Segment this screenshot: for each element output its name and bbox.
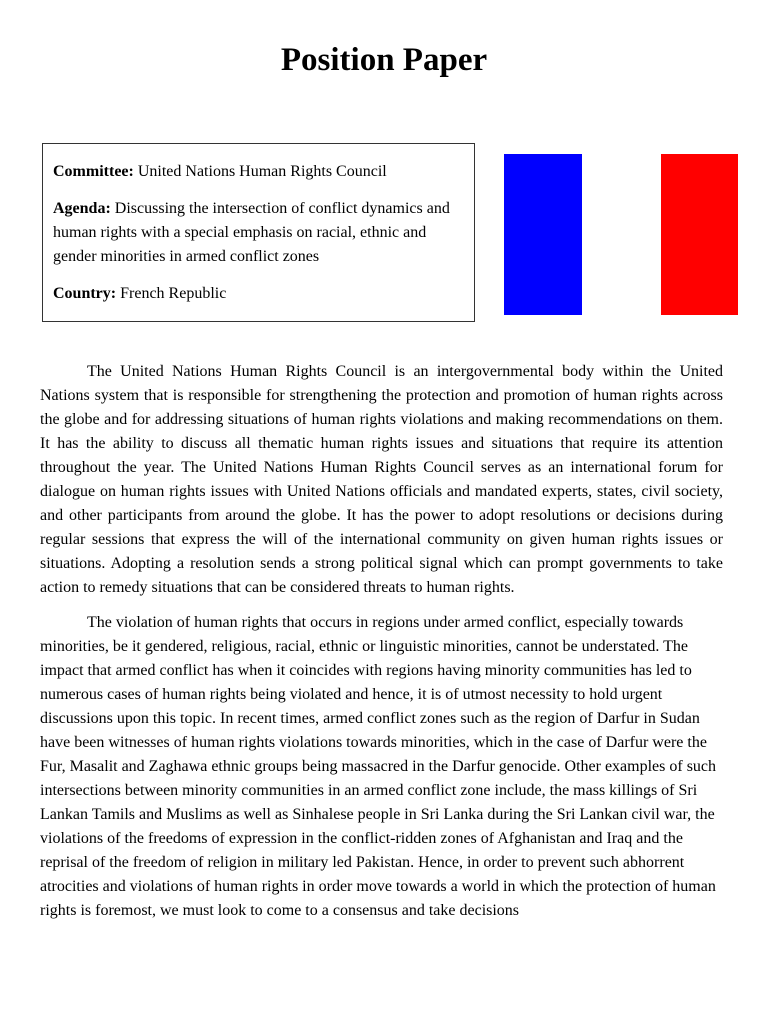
body-text xyxy=(40,360,723,934)
flag-red-stripe xyxy=(661,154,738,315)
page-title: Position Paper xyxy=(280,42,488,78)
paragraph-1: The United Nations Human Rights Council is an intergovernmental body within the United Nations system that is responsible for strengthening the protection and promotion of human rights across the globe and for addressing situations of human rights violations and making recommendations on them. It has the ability to discuss all thematic human rights issues and situations that require its attention throughout the year. The United Nations Human Rights Council serves as an international forum for dialogue on human rights issues with United Nations officials and mandated experts, states, civil society, and other participants from around the globe. It has the power to adopt resolutions or decisions during regular sessions that express the will of the international community on given human rights issues or situations. Adopting a resolution sends a strong political signal which can prompt governments to take action to remedy situations that can be considered threats to human rights. xyxy=(40,363,723,596)
committee-label: Committee: xyxy=(53,163,134,180)
country-value: French Republic xyxy=(120,285,227,302)
committee-value: United Nations Human Rights Council xyxy=(137,163,387,180)
committee-line xyxy=(53,160,464,184)
info-box xyxy=(42,143,475,322)
agenda-line xyxy=(53,197,464,269)
agenda-label: Agenda: xyxy=(53,200,111,217)
paragraph-2: The violation of human rights that occurs in regions under armed conflict, especially towards minorities, be it gendered, religious, racial, ethnic or linguistic minorities, cannot be understated. The impact that armed conflict has when it coincides with regions having minority communities has led to numerous cases of human rights being violated and hence, it is of utmost necessity to hold urgent discussions upon this topic. In recent times, armed conflict zones such as the region of Darfur in Sudan have been witnesses of human rights violations towards minorities, which in the case of Darfur were the Fur, Masalit and Zaghawa ethnic groups being massacred in the Darfur genocide. Other examples of such intersections between minority communities in an armed conflict zone include, the mass killings of Sri Lankan Tamils and Muslims as well as Sinhalese people in Sri Lanka during the Sri Lankan civil war, the violations of the freedoms of expression in the conflict-ridden zones of Afghanistan and Iraq and the reprisal of the freedom of religion in military led Pakistan. Hence, in order to prevent such abhorrent atrocities and violations of human rights in order move towards a world in which the protection of human rights is foremost, we must look to come to a consensus and take decisions xyxy=(40,614,717,919)
flag-blue-stripe xyxy=(504,154,582,315)
country-label: Country: xyxy=(53,285,117,302)
country-line xyxy=(53,282,464,306)
agenda-value: Discussing the intersection of conflict dynamics and human rights with a special emphasis on racial, ethnic and gender minorities in armed conflict zones xyxy=(53,200,450,265)
